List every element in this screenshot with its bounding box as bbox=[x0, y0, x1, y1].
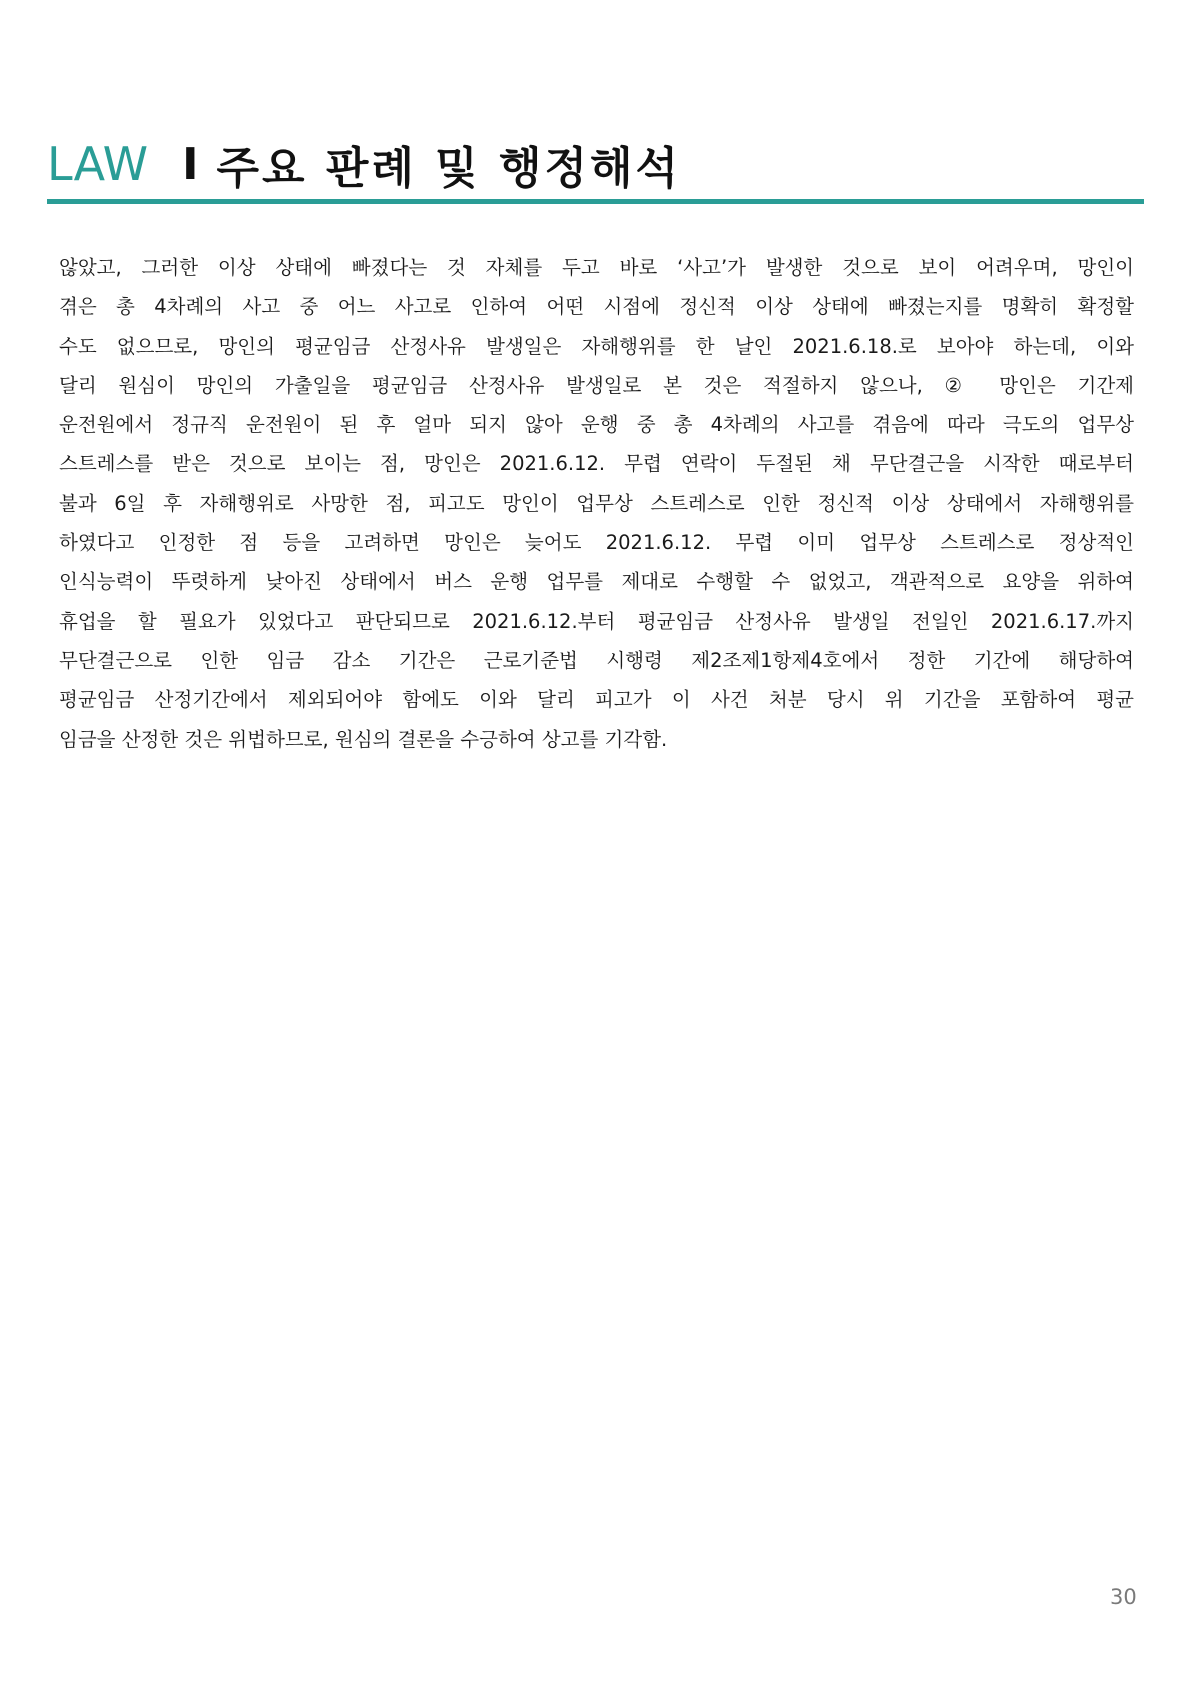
text-line: 수도 없으므로, 망인의 평균임금 산정사유 발생일은 자해행위를 한 날인 2021.6.18.로 보아야 하는데, 이와 bbox=[59, 334, 1134, 358]
text-line: 운전원에서 정규직 운전원이 된 후 얼마 되지 않아 운행 중 총 4차례의 사고를 겪음에 따라 극도의 업무상 bbox=[59, 413, 1134, 437]
text-line: 휴업을 할 필요가 있었다고 판단되므로 2021.6.12.부터 평균임금 산정사유 발생일 전일인 2021.6.17.까지 bbox=[59, 609, 1134, 633]
text-line: 평균임금 산정기간에서 제외되어야 함에도 이와 달리 피고가 이 사건 처분 당시 위 기간을 포함하여 평균 bbox=[59, 688, 1134, 712]
text-line: 하였다고 인정한 점 등을 고려하면 망인은 늦어도 2021.6.12. 무렵 이미 업무상 스트레스로 정상적인 bbox=[59, 531, 1134, 555]
text-line: 무단결근으로 인한 임금 감소 기간은 근로기준법 시행령 제2조제1항제4호에서 정한 기간에 해당하여 bbox=[59, 648, 1134, 672]
section-label: LAW bbox=[47, 137, 149, 191]
text-line: 스트레스를 받은 것으로 보이는 점, 망인은 2021.6.12. 무렵 연락이 두절된 채 무단결근을 시작한 때로부터 bbox=[59, 452, 1134, 476]
body-paragraph bbox=[59, 248, 1134, 759]
page-header bbox=[47, 128, 1144, 200]
header-divider bbox=[47, 199, 1144, 204]
text-line: 불과 6일 후 자해행위로 사망한 점, 피고도 망인이 업무상 스트레스로 인한 정신적 이상 상태에서 자해행위를 bbox=[59, 491, 1134, 515]
text-line: 임금을 산정한 것은 위법하므로, 원심의 결론을 수긍하여 상고를 기각함. bbox=[59, 727, 668, 751]
page-title: 주요 판례 및 행정해석 bbox=[216, 143, 681, 194]
text-line: 인식능력이 뚜렷하게 낮아진 상태에서 버스 운행 업무를 제대로 수행할 수 없었고, 객관적으로 요양을 위하여 bbox=[59, 570, 1134, 594]
header-separator: I bbox=[182, 138, 199, 190]
text-line: 겪은 총 4차례의 사고 중 어느 사고로 인하여 어떤 시점에 정신적 이상 상태에 빠졌는지를 명확히 확정할 bbox=[59, 295, 1134, 319]
text-line: 않았고, 그러한 이상 상태에 빠졌다는 것 자체를 두고 바로 ‘사고’가 발생한 것으로 보이 어려우며, 망인이 bbox=[59, 256, 1135, 279]
page-number: 30 bbox=[1110, 1585, 1137, 1609]
text-line: 달리 원심이 망인의 가출일을 평균임금 산정사유 발생일로 본 것은 적절하지 않으나, ② 망인은 기간제 bbox=[59, 373, 1134, 397]
